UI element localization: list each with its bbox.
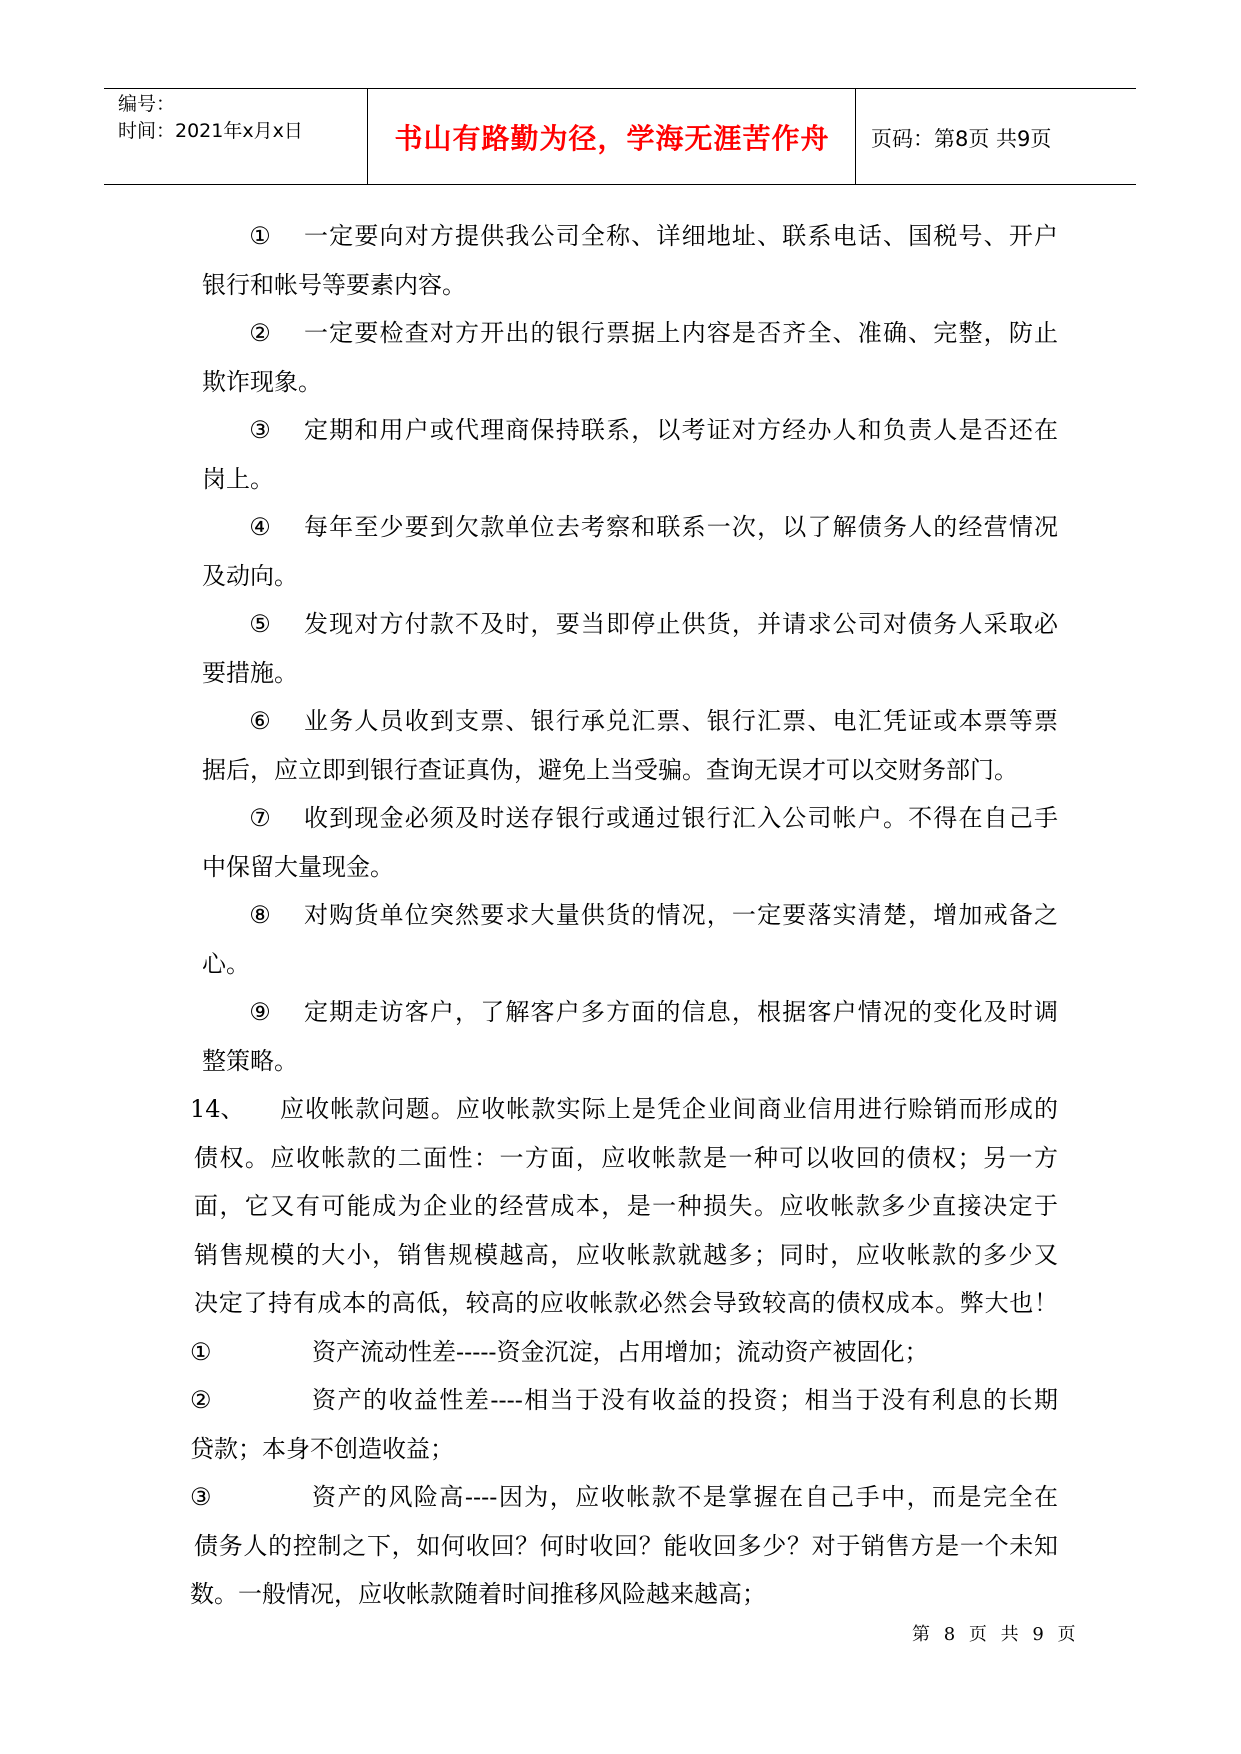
item-number: ② xyxy=(249,319,271,347)
item-number: ⑦ xyxy=(249,804,271,832)
item-text: 欺诈现象。 xyxy=(202,367,322,396)
risk-number: ① xyxy=(190,1337,212,1366)
risk-number: ③ xyxy=(190,1483,212,1511)
item-number: ① xyxy=(249,222,271,250)
item-number: ⑥ xyxy=(249,707,271,735)
list-item xyxy=(190,503,1058,600)
section-14 xyxy=(190,1085,1058,1328)
item-number: ③ xyxy=(249,416,271,444)
item-text: 要措施。 xyxy=(202,658,298,687)
item-number: ⑨ xyxy=(249,998,271,1026)
item-text: 及动向。 xyxy=(202,561,298,590)
risk-text: 资产流动性差-----资金沉淀，占用增加；流动资产被固化； xyxy=(312,1337,929,1366)
document-body xyxy=(190,212,1058,1619)
header-motto: 书山有路勤为径，学海无涯苦作舟 xyxy=(394,122,830,155)
risk-item xyxy=(190,1473,1058,1619)
item-text: 心。 xyxy=(202,949,250,978)
risk-text: 债务人的控制之下，如何收回？何时收回？能收回多少？对于销售方是一个未知 xyxy=(194,1531,1058,1560)
risk-text: 资产的收益性差----相当于没有收益的投资；相当于没有利息的长期 xyxy=(312,1386,1058,1414)
item-text: 定期和用户或代理商保持联系，以考证对方经办人和负责人是否还在 xyxy=(304,416,1058,444)
time-label: 时间：2021年x月x日 xyxy=(118,120,303,142)
item-text: 定期走访客户，了解客户多方面的信息，根据客户情况的变化及时调 xyxy=(304,998,1058,1026)
section-text: 决定了持有成本的高低，较高的应收帐款必然会导致较高的债权成本。弊大也！ xyxy=(194,1289,1058,1317)
header-page-code: 页码：第8页 共9页 xyxy=(871,127,1052,151)
item-text: 一定要向对方提供我公司全称、详细地址、联系电话、国税号、开户 xyxy=(304,222,1058,250)
item-text: 每年至少要到欠款单位去考察和联系一次，以了解债务人的经营情况 xyxy=(304,513,1058,541)
risk-text: 贷款；本身不创造收益； xyxy=(190,1434,454,1463)
item-text: 收到现金必须及时送存银行或通过银行汇入公司帐户。不得在自己手 xyxy=(304,804,1058,832)
risk-item xyxy=(190,1328,1058,1377)
section-text: 债权。应收帐款的二面性：一方面，应收帐款是一种可以收回的债权；另一方 xyxy=(194,1143,1058,1172)
serial-number-label: 编号： xyxy=(118,93,176,115)
section-text: 销售规模的大小，销售规模越高，应收帐款就越多；同时，应收帐款的多少又 xyxy=(194,1240,1058,1269)
item-text: 整策略。 xyxy=(202,1046,298,1075)
page-footer: 第 8 页 共 9 页 xyxy=(912,1624,1080,1645)
risk-text: 资产的风险高----因为，应收帐款不是掌握在自己手中，而是完全在 xyxy=(312,1483,1058,1511)
section-text: 面，它又有可能成为企业的经营成本，是一种损失。应收帐款多少直接决定于 xyxy=(194,1192,1058,1220)
item-number: ⑤ xyxy=(249,610,271,638)
risk-item xyxy=(190,1376,1058,1473)
page-header xyxy=(104,88,1136,185)
list-item xyxy=(190,309,1058,406)
risk-text: 数。一般情况，应收帐款随着时间推移风险越来越高； xyxy=(190,1580,766,1608)
item-text: 银行和帐号等要素内容。 xyxy=(202,270,466,299)
item-text: 中保留大量现金。 xyxy=(202,852,394,881)
header-divider xyxy=(855,89,856,184)
section-number: 14、 xyxy=(190,1095,245,1123)
list-item xyxy=(190,212,1058,309)
header-meta xyxy=(118,91,303,145)
list-item xyxy=(190,988,1058,1085)
risk-number: ② xyxy=(190,1386,212,1414)
item-number: ⑧ xyxy=(249,901,271,929)
header-divider xyxy=(367,89,368,184)
item-text: 业务人员收到支票、银行承兑汇票、银行汇票、电汇凭证或本票等票 xyxy=(304,707,1058,735)
item-text: 岗上。 xyxy=(202,464,274,493)
list-item xyxy=(190,891,1058,988)
list-item xyxy=(190,794,1058,891)
item-number: ④ xyxy=(249,513,271,541)
list-item xyxy=(190,600,1058,697)
item-text: 发现对方付款不及时，要当即停止供货，并请求公司对债务人采取必 xyxy=(304,610,1058,638)
list-item xyxy=(190,406,1058,503)
item-text: 据后，应立即到银行查证真伪，避免上当受骗。查询无误才可以交财务部门。 xyxy=(202,755,1018,784)
list-item xyxy=(190,697,1058,794)
section-text: 应收帐款问题。应收帐款实际上是凭企业间商业信用进行赊销而形成的 xyxy=(280,1095,1058,1123)
item-text: 对购货单位突然要求大量供货的情况，一定要落实清楚，增加戒备之 xyxy=(304,901,1058,929)
item-text: 一定要检查对方开出的银行票据上内容是否齐全、准确、完整，防止 xyxy=(304,319,1058,347)
